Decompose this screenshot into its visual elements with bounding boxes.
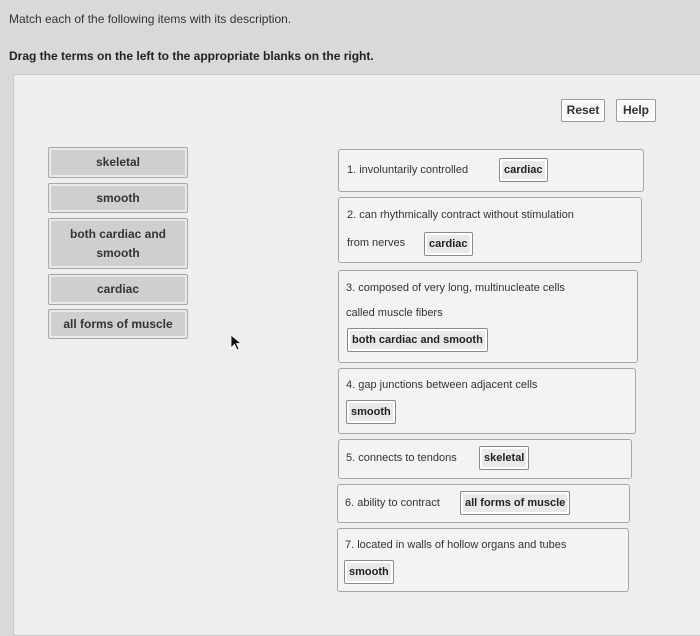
item-description: 3. composed of very long, multinucleate cells — [346, 282, 565, 294]
item-box-3 — [338, 270, 638, 363]
item-description: from nerves — [347, 237, 406, 249]
answer-slot-6[interactable]: all forms of muscle — [460, 491, 570, 515]
item-box-1 — [338, 149, 644, 192]
answer-slot-3[interactable]: both cardiac and smooth — [347, 328, 488, 352]
term-cardiac[interactable] — [48, 274, 188, 305]
term-label: smooth — [96, 190, 140, 205]
term-both-cardiac-and-smooth[interactable] — [48, 218, 188, 269]
help-button[interactable]: Help — [616, 99, 656, 122]
item-description: called muscle fibers — [346, 307, 443, 319]
term-label: skeletal — [95, 155, 141, 169]
item-box-7 — [337, 528, 629, 592]
answer-slot-1[interactable]: cardiac — [499, 158, 548, 182]
term-label: all forms of muscle — [63, 316, 173, 331]
item-box-2 — [338, 197, 642, 263]
instruction-text: Match each of the following items with its description. — [9, 12, 292, 26]
item-description: 5. connects to tendons — [346, 452, 457, 464]
item-description: 1. involuntarily controlled — [347, 164, 469, 176]
answer-slot-7[interactable]: smooth — [344, 560, 394, 584]
item-description: 7. located in walls of hollow organs and tubes — [345, 539, 567, 551]
item-description: 6. ability to contract — [345, 497, 440, 509]
mouse-pointer-icon — [230, 334, 242, 352]
reset-button[interactable]: Reset — [561, 99, 605, 122]
item-description: 2. can rhythmically contract without stimulation — [347, 209, 574, 221]
item-box-5 — [338, 439, 632, 479]
term-label: both cardiac and — [69, 226, 167, 241]
answer-slot-4[interactable]: smooth — [346, 400, 396, 424]
term-label: smooth — [96, 245, 140, 260]
term-smooth[interactable] — [48, 183, 188, 213]
item-description: 4. gap junctions between adjacent cells — [346, 379, 538, 391]
answer-slot-5[interactable]: skeletal — [479, 446, 529, 470]
drag-instruction-text: Drag the terms on the left to the appropriate blanks on the right. — [9, 49, 374, 63]
answer-slot-2[interactable]: cardiac — [424, 232, 473, 256]
term-all-forms-of-muscle[interactable] — [48, 309, 188, 339]
item-box-6 — [337, 484, 630, 523]
term-skeletal[interactable] — [48, 147, 188, 178]
term-label: cardiac — [96, 282, 140, 296]
item-box-4 — [338, 368, 636, 434]
